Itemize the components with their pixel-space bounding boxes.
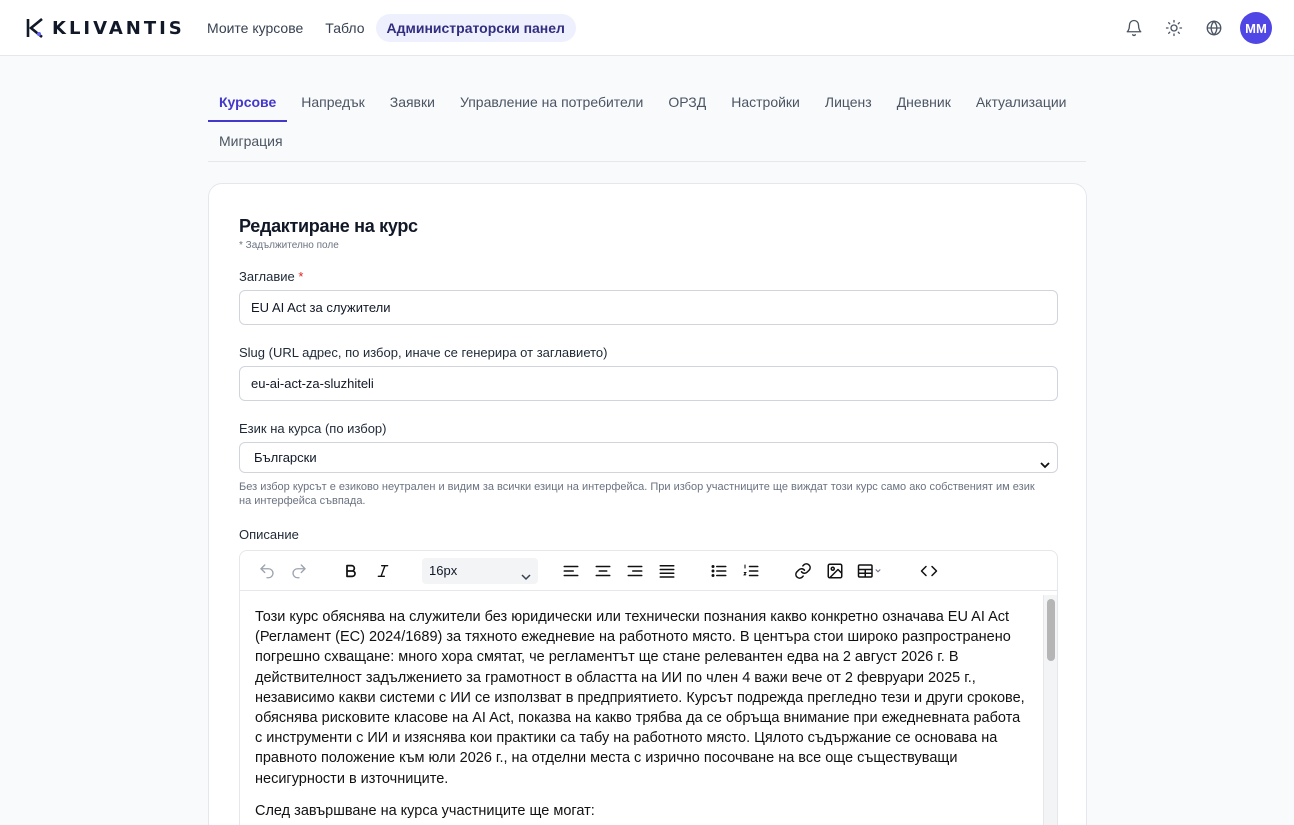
image-icon[interactable] [822, 558, 848, 584]
page-title: Редактиране на курс [239, 216, 418, 236]
tab-migration[interactable]: Миграция [219, 133, 283, 149]
tab-requests[interactable]: Заявки [389, 94, 435, 110]
numbered-list-icon[interactable] [738, 558, 764, 584]
title-label-text: Заглавие [239, 269, 295, 284]
title-input[interactable]: EU AI Act за служители [239, 290, 1058, 325]
font-size-value: 16px [429, 562, 458, 578]
language-label: Език на курса (по избор) [239, 421, 387, 436]
scrollbar-thumb[interactable] [1047, 599, 1055, 661]
nav-admin-panel[interactable]: Администраторски панел [376, 14, 576, 42]
align-center-icon[interactable] [590, 558, 616, 584]
logo-mark-icon [26, 17, 46, 39]
sun-icon[interactable] [1158, 12, 1190, 44]
admin-tabs [208, 83, 1086, 162]
slug-label: Slug (URL адрес, по избор, иначе се генерира от заглавието) [239, 345, 608, 360]
main-nav [196, 14, 576, 42]
rich-text-editor [239, 550, 1058, 825]
user-avatar[interactable]: MM [1240, 12, 1272, 44]
tab-user-management[interactable]: Управление на потребители [459, 94, 644, 110]
tab-license[interactable]: Лиценз [824, 94, 872, 110]
redo-icon[interactable] [286, 558, 312, 584]
code-icon[interactable] [916, 558, 942, 584]
align-left-icon[interactable] [558, 558, 584, 584]
top-navbar [0, 0, 1294, 56]
editor-paragraph: Този курс обяснява на служители без юридически или технически познания какво конкретно означава EU AI Act (Регламент (ЕС) 2024/1689) за тяхното ежедневие на работното място. В центъра стои широко разпространено погрешно схващане: много хора смятат, че регламентът ще стане релевантен едва на 2 август 2026 г. В действителност задължението за грамотност в областта на ИИ по член 4 важи вече от 2 февруари 2025 г., независимо какви системи с ИИ се използват в предприятието. Курсът подрежда прегледно тези и други срокове, обяснява рисковите класове на AI Act, показва на какво трябва да се обръща внимание при ежедневната работа с инструменти с ИИ и изяснява кои практики са табу на работното място. Цялото съдържание се основава на правното положение към юли 2026 г., на отделни места с изрично посочване на все още съществуващи несигурности в източниците. [255, 609, 1025, 787]
tab-settings[interactable]: Настройки [731, 94, 800, 110]
top-actions [1118, 12, 1272, 44]
tab-updates[interactable]: Актуализации [975, 94, 1067, 110]
tab-progress[interactable]: Напредък [301, 94, 365, 110]
description-label: Описание [239, 527, 299, 542]
bell-icon[interactable] [1118, 12, 1150, 44]
required-star: * [298, 269, 304, 284]
tab-gdpr[interactable]: ОРЗД [668, 94, 707, 110]
bold-icon[interactable] [338, 558, 364, 584]
slug-input[interactable]: eu-ai-act-za-sluzhiteli [239, 366, 1058, 401]
language-select-value: Български [254, 450, 317, 465]
title-label [239, 269, 303, 284]
globe-icon[interactable] [1198, 12, 1230, 44]
editor-paragraph: След завършване на курса участниците ще могат: [255, 802, 595, 819]
tab-courses[interactable]: Курсове [208, 83, 287, 122]
logo[interactable] [26, 16, 185, 40]
editor-toolbar [240, 551, 1057, 591]
required-note: * Задължително поле [239, 240, 339, 251]
undo-icon[interactable] [254, 558, 280, 584]
tabs-row-2 [208, 122, 1086, 161]
edit-course-card [208, 183, 1087, 825]
chevron-down-icon [1039, 452, 1051, 481]
align-justify-icon[interactable] [654, 558, 680, 584]
editor-content[interactable] [240, 595, 1042, 825]
language-select[interactable] [239, 442, 1058, 473]
language-hint: Без избор курсът е езиково неутрален и видим за всички езици на интерфейса. При избор участниците ще виждат този курс само ако собственият им език на интерфейса съвпада. [239, 481, 1035, 507]
chevron-down-icon [520, 566, 532, 592]
logo-text: KLIVANTIS [52, 17, 185, 39]
nav-dashboard[interactable]: Табло [325, 20, 365, 36]
tabs-row-1 [208, 83, 1086, 122]
editor-scrollbar[interactable] [1043, 595, 1057, 825]
align-right-icon[interactable] [622, 558, 648, 584]
italic-icon[interactable] [370, 558, 396, 584]
link-icon[interactable] [790, 558, 816, 584]
table-icon[interactable] [854, 558, 890, 584]
nav-my-courses[interactable]: Моите курсове [207, 20, 304, 36]
font-size-select[interactable] [422, 558, 538, 584]
bullet-list-icon[interactable] [706, 558, 732, 584]
tab-log[interactable]: Дневник [896, 94, 951, 110]
